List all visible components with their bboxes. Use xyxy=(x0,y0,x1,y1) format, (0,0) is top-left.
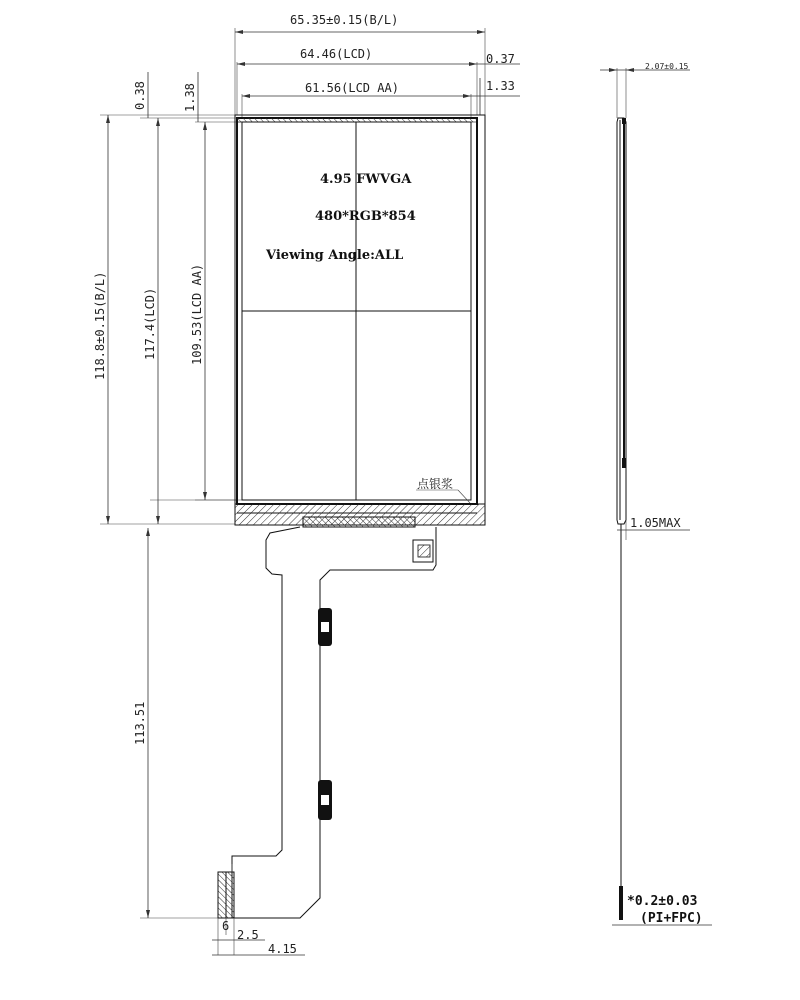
dim-aa-offset-top: 1.38 xyxy=(183,83,197,112)
dim-side-thickness: 2.07±0.15 xyxy=(645,62,689,71)
top-dimensions xyxy=(235,28,520,118)
callout-silver-paste: 点银浆 xyxy=(417,477,454,491)
dim-lcd-width: 64.46(LCD) xyxy=(300,47,373,61)
dim-pitch-mid: 2.5 xyxy=(237,928,259,942)
dim-aa-offset-right: 1.33 xyxy=(486,79,515,93)
dim-bl-width: 65.35±0.15(B/L) xyxy=(290,13,399,27)
side-view xyxy=(600,68,712,925)
dim-bl-height: 118.8±0.15(B/L) xyxy=(93,271,107,380)
left-dimensions xyxy=(100,72,242,918)
dim-pitch-total: 4.15 xyxy=(268,942,297,956)
dim-lcd-height: 117.4(LCD) xyxy=(143,287,157,360)
dim-pitch-small: 6 xyxy=(222,919,230,933)
dim-aa-height: 109.53(LCD AA) xyxy=(190,263,204,365)
dim-fpc-thickness: *0.2±0.03 xyxy=(627,894,698,909)
dim-side-max: 1.05MAX xyxy=(630,516,681,530)
dim-aa-width: 61.56(LCD AA) xyxy=(305,81,399,95)
dim-lcd-offset-right: 0.37 xyxy=(486,52,515,66)
fpc-cable xyxy=(218,527,436,918)
dim-lcd-offset-top: 0.38 xyxy=(133,81,147,110)
dim-fpc-material: (PI+FPC) xyxy=(640,911,703,926)
panel-viewing-angle: Viewing Angle:ALL xyxy=(266,248,404,263)
dim-fpc-length: 113.51 xyxy=(133,701,147,745)
panel-resolution: 480*RGB*854 xyxy=(315,209,416,224)
panel-size-label: 4.95 FWVGA xyxy=(320,172,412,187)
